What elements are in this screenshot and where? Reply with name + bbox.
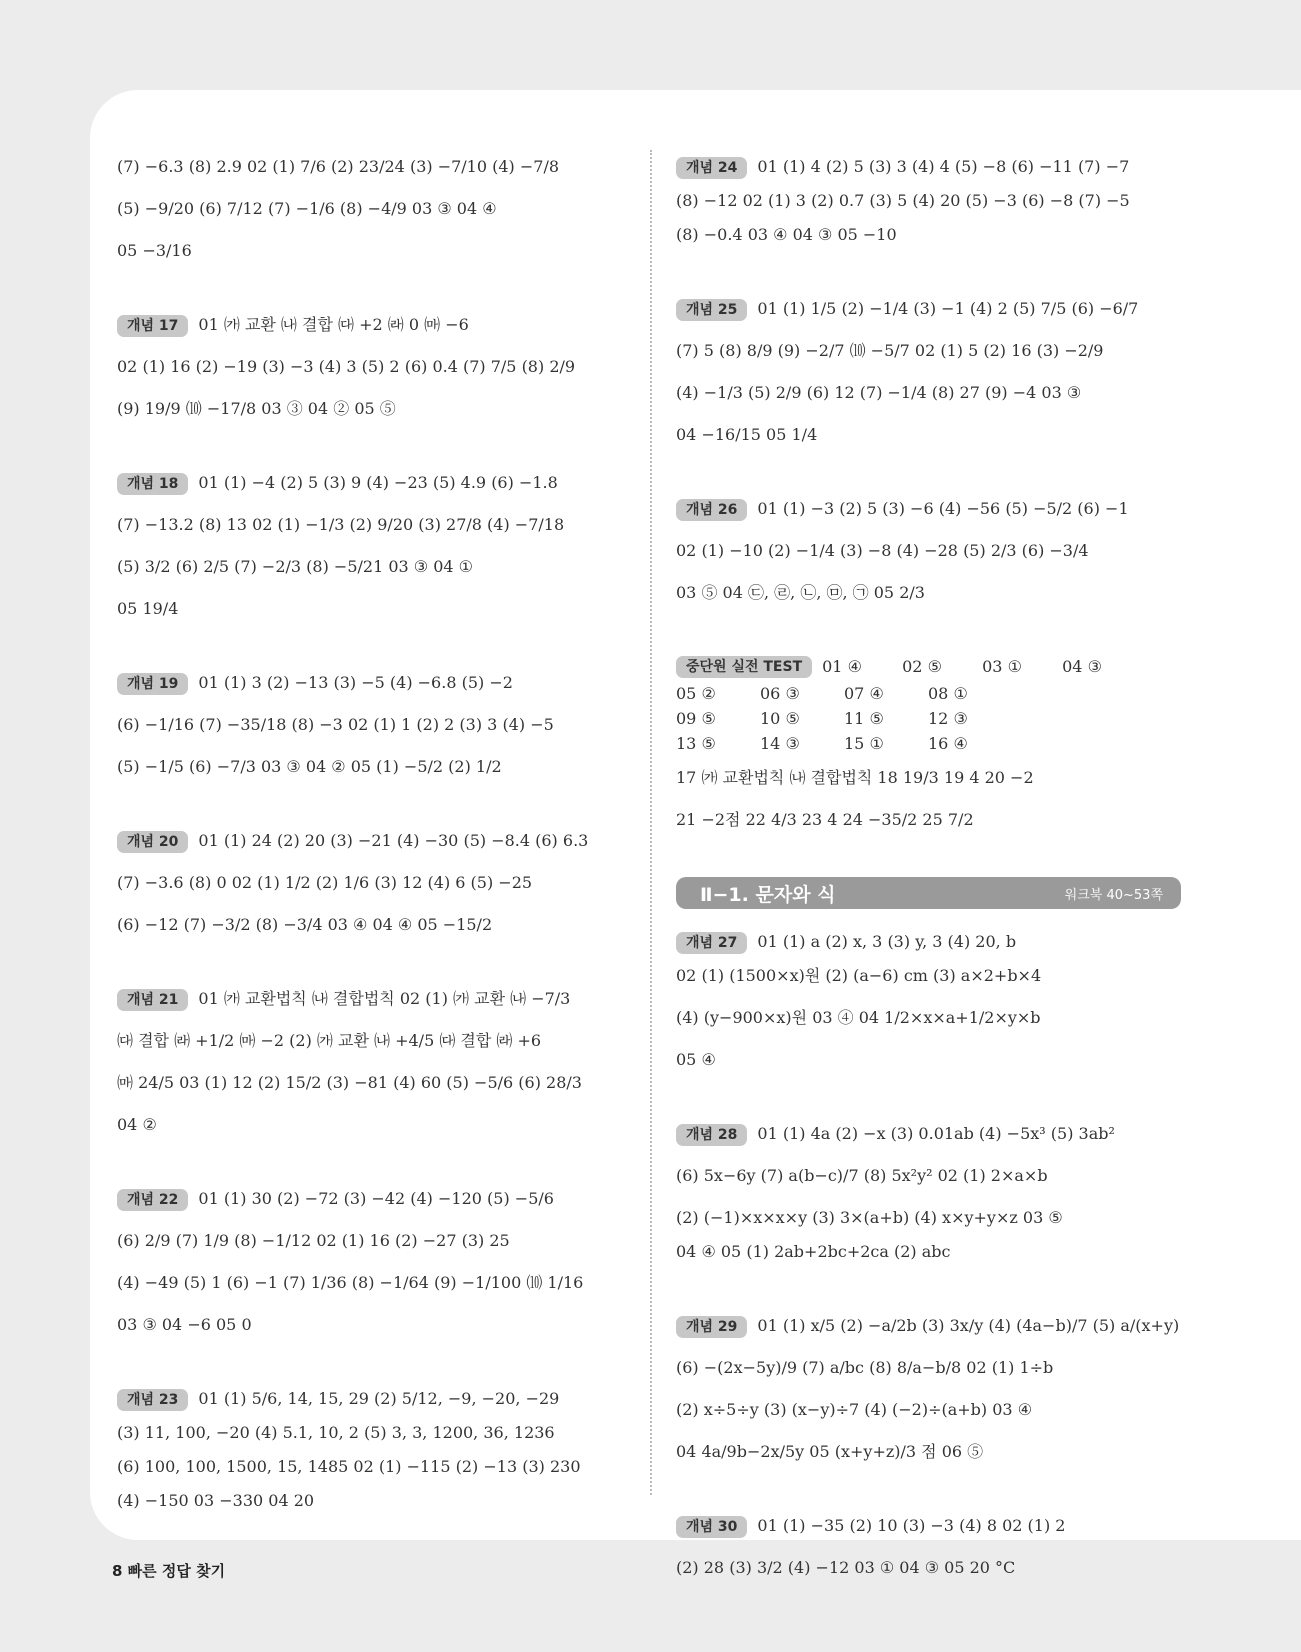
concept-badge: 개념 29: [676, 1316, 747, 1338]
answer-line: 04 ②: [117, 1115, 157, 1134]
answer-item: 11 ⑤: [844, 709, 884, 728]
concept-badge: 개념 26: [676, 499, 747, 521]
answer-line: 04 −16/15 05 1/4: [676, 425, 818, 444]
answer-line: 05 −3/16: [117, 241, 192, 260]
answer-line: (5) 3/2 (6) 2/5 (7) −2/3 (8) −5/21 03 ③ 04 ①: [117, 557, 473, 576]
answer-item: 08 ①: [928, 684, 968, 703]
concept-badge: 개념 17: [117, 315, 188, 337]
answer-item: 13 ⑤: [676, 734, 716, 753]
answer-block-22: [117, 1182, 637, 1342]
answer-block-20: [117, 824, 637, 942]
answer-block-29: [676, 1309, 1181, 1469]
answer-line: 01 (1) −3 (2) 5 (3) −6 (4) −56 (5) −5/2 (6) −1: [757, 499, 1129, 518]
answer-block-26: [676, 492, 1181, 610]
concept-badge: 개념 19: [117, 673, 188, 695]
answer-line: (7) −13.2 (8) 13 02 (1) −1/3 (2) 9/20 (3) 27/8 (4) −7/18: [117, 515, 565, 534]
answer-line: (7) 5 (8) 8/9 (9) −2/7 ⑽ −5/7 02 (1) 5 (2) 16 (3) −2/9: [676, 341, 1104, 360]
answer-line: 01 ㈎ 교환 ㈏ 결합 ㈐ +2 ㈑ 0 ㈒ −6: [198, 315, 469, 334]
concept-badge: 개념 30: [676, 1516, 747, 1538]
answer-item: 16 ④: [928, 734, 968, 753]
answer-line: 01 (1) 5/6, 14, 15, 29 (2) 5/12, −9, −20, −29: [198, 1389, 560, 1408]
answer-line: (7) −3.6 (8) 0 02 (1) 1/2 (2) 1/6 (3) 12 (4) 6 (5) −25: [117, 873, 533, 892]
answer-line: 01 (1) 4 (2) 5 (3) 3 (4) 4 (5) −8 (6) −11 (7) −7: [757, 157, 1130, 176]
answer-line: 03 ⑤ 04 ㉢, ㉣, ㉡, ㉤, ㉠ 05 2/3: [676, 583, 925, 602]
answer-line: (5) −9/20 (6) 7/12 (7) −1/6 (8) −4/9 03 ③ 04 ④: [117, 199, 497, 218]
workbook-reference: 워크북 40~53쪽: [1064, 887, 1163, 903]
concept-badge: 개념 20: [117, 831, 188, 853]
answer-line: 01 (1) −35 (2) 10 (3) −3 (4) 8 02 (1) 2: [757, 1516, 1066, 1535]
answer-block-21: [117, 982, 637, 1142]
answer-line: (2) (−1)×x×x×y (3) 3×(a+b) (4) x×y+y×z 03 ⑤: [676, 1208, 1063, 1227]
answer-item: 03 ①: [982, 657, 1022, 676]
answer-item: 02 ⑤: [902, 657, 942, 676]
answer-line: (4) −1/3 (5) 2/9 (6) 12 (7) −1/4 (8) 27 (9) −4 03 ③: [676, 383, 1082, 402]
section-header: [676, 877, 1181, 909]
answer-item: 01 ④: [822, 657, 862, 676]
answer-line: (6) 5x−6y (7) a(b−c)/7 (8) 5x²y² 02 (1) 2×a×b: [676, 1166, 1048, 1185]
concept-badge: 개념 22: [117, 1189, 188, 1211]
answer-line: 01 (1) 1/5 (2) −1/4 (3) −1 (4) 2 (5) 7/5 (6) −6/7: [757, 299, 1139, 318]
right-column: [676, 150, 1181, 1625]
page-footer: [112, 1560, 225, 1581]
answer-line: 17 ㈎ 교환법칙 ㈏ 결합법칙 18 19/3 19 4 20 −2: [676, 768, 1034, 787]
answer-line: ㈒ 24/5 03 (1) 12 (2) 15/2 (3) −81 (4) 60 (5) −5/6 (6) 28/3: [117, 1073, 582, 1092]
answer-item: 05 ②: [676, 684, 716, 703]
answer-line: 01 (1) 4a (2) −x (3) 0.01ab (4) −5x³ (5) 3ab²: [757, 1124, 1115, 1143]
left-column: [117, 150, 637, 1558]
answer-line: (4) −49 (5) 1 (6) −1 (7) 1/36 (8) −1/64 (9) −1/100 ⑽ 1/16: [117, 1273, 584, 1292]
answer-block-24: [676, 150, 1181, 252]
footer-label: 빠른 정답 찾기: [127, 1562, 226, 1580]
concept-badge: 개념 27: [676, 932, 747, 954]
answer-line: (4) (y−900×x)원 03 ④ 04 1/2×x×a+1/2×y×b: [676, 1008, 1041, 1027]
answer-line: 05 19/4: [117, 599, 179, 618]
answer-line: (6) −1/16 (7) −35/18 (8) −3 02 (1) 1 (2) 2 (3) 3 (4) −5: [117, 715, 554, 734]
section-title: Ⅱ−1. 문자와 식: [700, 883, 836, 906]
answer-line: (6) −(2x−5y)/9 (7) a/bc (8) 8/a−b/8 02 (1) 1÷b: [676, 1358, 1054, 1377]
concept-badge: 개념 25: [676, 299, 747, 321]
answer-item: 09 ⑤: [676, 709, 716, 728]
answer-line: 01 (1) 30 (2) −72 (3) −42 (4) −120 (5) −5/6: [198, 1189, 554, 1208]
answer-block-17: [117, 308, 637, 426]
answer-line: (9) 19/9 ⑽ −17/8 03 ③ 04 ② 05 ⑤: [117, 399, 396, 418]
concept-badge: 개념 28: [676, 1124, 747, 1146]
answer-block-25: [676, 292, 1181, 452]
answer-line: 01 (1) 24 (2) 20 (3) −21 (4) −30 (5) −8.4 (6) 6.3: [198, 831, 589, 850]
answer-line: (8) −12 02 (1) 3 (2) 0.7 (3) 5 (4) 20 (5) −3 (6) −8 (7) −5: [676, 191, 1130, 210]
answer-line: 01 (1) 3 (2) −13 (3) −5 (4) −6.8 (5) −2: [198, 673, 513, 692]
answer-line: (4) −150 03 −330 04 20: [117, 1491, 315, 1510]
test-badge: 중단원 실전 TEST: [676, 656, 812, 678]
answer-line: (6) −12 (7) −3/2 (8) −3/4 03 ④ 04 ④ 05 −15/2: [117, 915, 493, 934]
answer-line: 04 ④ 05 (1) 2ab+2bc+2ca (2) abc: [676, 1242, 951, 1261]
answer-line: 01 (1) x/5 (2) −a/2b (3) 3x/y (4) (4a−b)/7 (5) a/(x+y): [757, 1316, 1180, 1335]
page-number: 8: [112, 1562, 123, 1580]
concept-badge: 개념 18: [117, 473, 188, 495]
answer-item: 14 ③: [760, 734, 800, 753]
answer-line: 02 (1) 16 (2) −19 (3) −3 (4) 3 (5) 2 (6) 0.4 (7) 7/5 (8) 2/9: [117, 357, 576, 376]
answer-item: 15 ①: [844, 734, 884, 753]
answer-line: (5) −1/5 (6) −7/3 03 ③ 04 ② 05 (1) −5/2 (2) 1/2: [117, 757, 502, 776]
answer-block-continued: [117, 150, 637, 268]
answer-block-19: [117, 666, 637, 784]
answer-line: (8) −0.4 03 ④ 04 ③ 05 −10: [676, 225, 897, 244]
answer-line: 05 ④: [676, 1050, 716, 1069]
answer-block-27: [676, 925, 1181, 1077]
test-block: [676, 650, 1181, 837]
answer-item: 06 ③: [760, 684, 800, 703]
answer-line: (2) x÷5÷y (3) (x−y)÷7 (4) (−2)÷(a+b) 03 ④: [676, 1400, 1033, 1419]
concept-badge: 개념 24: [676, 157, 747, 179]
answer-block-18: [117, 466, 637, 626]
answer-line: 01 (1) −4 (2) 5 (3) 9 (4) −23 (5) 4.9 (6) −1.8: [198, 473, 558, 492]
answer-line: ㈐ 결합 ㈑ +1/2 ㈒ −2 (2) ㈎ 교환 ㈏ +4/5 ㈐ 결합 ㈑ +6: [117, 1031, 542, 1050]
answer-line: (3) 11, 100, −20 (4) 5.1, 10, 2 (5) 3, 3, 1200, 36, 1236: [117, 1423, 555, 1442]
concept-badge: 개념 23: [117, 1389, 188, 1411]
answer-line: (6) 100, 100, 1500, 15, 1485 02 (1) −115 (2) −13 (3) 230: [117, 1457, 581, 1476]
column-divider: [650, 150, 652, 1495]
answer-line: 21 −2점 22 4/3 23 4 24 −35/2 25 7/2: [676, 810, 974, 829]
answer-line: 03 ③ 04 −6 05 0: [117, 1315, 252, 1334]
answer-block-28: [676, 1117, 1181, 1269]
answer-line: 01 (1) a (2) x, 3 (3) y, 3 (4) 20, b: [757, 932, 1017, 951]
answer-line: (6) 2/9 (7) 1/9 (8) −1/12 02 (1) 16 (2) −27 (3) 25: [117, 1231, 510, 1250]
answer-item: 04 ③: [1062, 657, 1102, 676]
answer-line: 02 (1) (1500×x)원 (2) (a−6) cm (3) a×2+b×4: [676, 966, 1042, 985]
answer-line: 02 (1) −10 (2) −1/4 (3) −8 (4) −28 (5) 2/3 (6) −3/4: [676, 541, 1089, 560]
concept-badge: 개념 21: [117, 989, 188, 1011]
answer-item: 10 ⑤: [760, 709, 800, 728]
answer-block-30: [676, 1509, 1181, 1585]
answer-line: (7) −6.3 (8) 2.9 02 (1) 7/6 (2) 23/24 (3) −7/10 (4) −7/8: [117, 157, 560, 176]
answer-line: 04 4a/9b−2x/5y 05 (x+y+z)/3 점 06 ⑤: [676, 1442, 984, 1461]
test-answer-grid: [676, 684, 1181, 753]
answer-line: 01 ㈎ 교환법칙 ㈏ 결합법칙 02 (1) ㈎ 교환 ㈏ −7/3: [198, 989, 571, 1008]
answer-block-23: [117, 1382, 637, 1518]
answer-item: 12 ③: [928, 709, 968, 728]
answer-line: (2) 28 (3) 3/2 (4) −12 03 ① 04 ③ 05 20 °C: [676, 1558, 1016, 1577]
answer-item: 07 ④: [844, 684, 884, 703]
